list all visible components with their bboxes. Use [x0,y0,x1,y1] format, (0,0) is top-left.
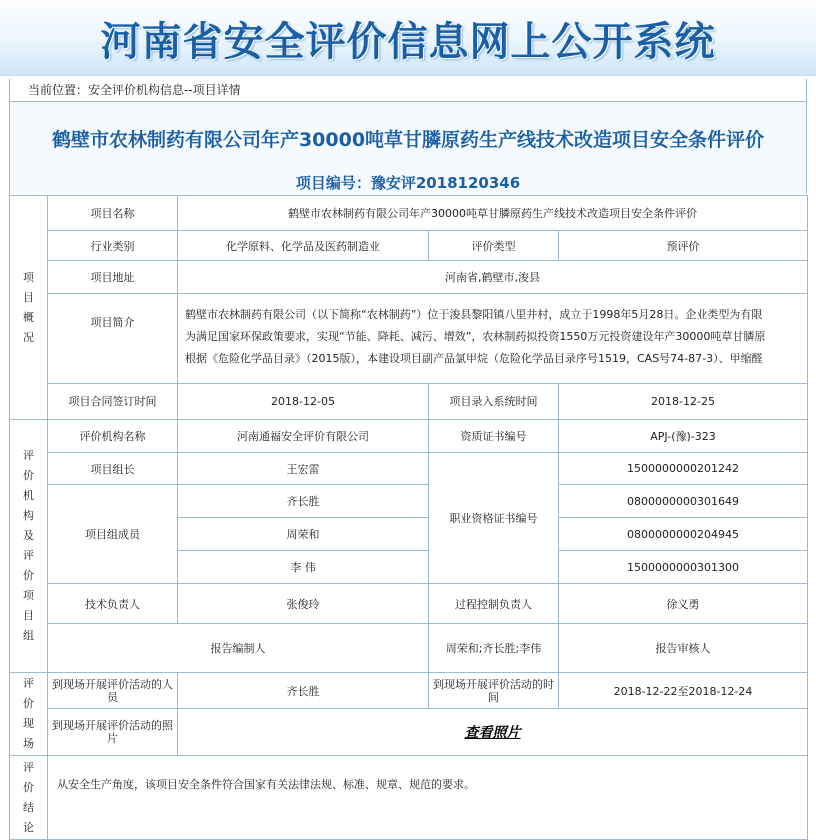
process-lead-label: 过程控制负责人 [429,584,559,624]
site-photos-label: 到现场开展评价活动的照片 [48,709,178,756]
industry-value: 化学原料、化学品及医药制造业 [178,231,429,261]
site-time-label: 到现场开展评价活动的时间 [429,673,559,709]
project-name-label: 项目名称 [48,196,178,231]
cert-label: 资质证书编号 [429,420,559,453]
member-cert: 1500000000301300 [559,551,808,584]
site-people-label: 到现场开展评价活动的人员 [48,673,178,709]
qualification-label: 职业资格证书编号 [429,453,559,584]
industry-label: 行业类别 [48,231,178,261]
project-title: 鹤壁市农林制药有限公司年产30000吨草甘膦原药生产线技术改造项目安全条件评价 [51,129,765,151]
site-people-value: 齐长胜 [178,673,429,709]
intro-line: 根据《危险化学品目录》（2015版），本建设项目副产品氯甲烷（危险化学品目录序号1519，CAS号74-87-3）、甲缩醛 [185,352,763,365]
address-value: 河南省,鹤壁市,浚县 [178,261,808,294]
report-author-value: 周荣和;齐长胜;李伟 [429,624,559,673]
tech-lead-value: 张俊玲 [178,584,429,624]
leader-cert: 1500000000201242 [559,453,808,485]
cert-value: APJ-(豫)-323 [559,420,808,453]
member-name: 李 伟 [178,551,429,584]
tech-lead-label: 技术负责人 [48,584,178,624]
leader-label: 项目组长 [48,453,178,485]
conclusion-text: 从安全生产角度，该项目安全条件符合国家有关法律法规、标准、规章、规范的要求。 [48,756,808,840]
breadcrumb: 当前位置：安全评价机构信息--项目详情 [9,79,807,101]
intro-label: 项目简介 [48,294,178,384]
intro-line: 为满足国家环保政策要求，实现“节能、降耗、减污、增效”，农林制药拟投资1550万元投资建设年产30000吨草甘膦原 [185,330,766,343]
entry-date-value: 2018-12-25 [559,384,808,420]
report-author-label: 报告编制人 [48,624,429,673]
section-overview-label: 项 目 概 况 [10,196,48,420]
member-cert: 0800000000301649 [559,485,808,518]
agency-name-label: 评价机构名称 [48,420,178,453]
member-cert: 0800000000204945 [559,518,808,551]
site-photos-cell [178,709,808,756]
intro-value [178,294,808,384]
site-title: 河南省安全评价信息网上公开系统 [100,19,716,65]
members-label: 项目组成员 [48,485,178,584]
intro-line: 鹤壁市农林制药有限公司（以下简称“农林制药”）位于浚县黎阳镇八里井村，成立于1998年5月28日。企业类型为有限 [185,308,763,321]
view-photos-link[interactable]: 查看照片 [464,725,521,741]
project-number: 项目编号：豫安评2018120346 [295,174,521,192]
contract-date-label: 项目合同签订时间 [48,384,178,420]
member-name: 齐长胜 [178,485,429,518]
process-lead-value: 徐义勇 [559,584,808,624]
agency-name-value: 河南通福安全评价有限公司 [178,420,429,453]
member-name: 周荣和 [178,518,429,551]
leader-value: 王宏雷 [178,453,429,485]
report-reviewer-label: 报告审核人 [559,624,808,673]
eval-type-value: 预评价 [559,231,808,261]
project-header [9,101,807,194]
contract-date-value: 2018-12-05 [178,384,429,420]
section-site-label: 评 价 现 场 [10,673,48,756]
address-label: 项目地址 [48,261,178,294]
project-detail-table [9,195,808,840]
header-banner [0,0,816,76]
entry-date-label: 项目录入系统时间 [429,384,559,420]
project-name-value: 鹤壁市农林制药有限公司年产30000吨草甘膦原药生产线技术改造项目安全条件评价 [178,196,808,231]
section-conclusion-label: 评 价 结 论 [10,756,48,840]
eval-type-label: 评价类型 [429,231,559,261]
site-time-value: 2018-12-22至2018-12-24 [559,673,808,709]
section-agency-label: 评 价 机 构 及 评 价 项 目 组 [10,420,48,673]
